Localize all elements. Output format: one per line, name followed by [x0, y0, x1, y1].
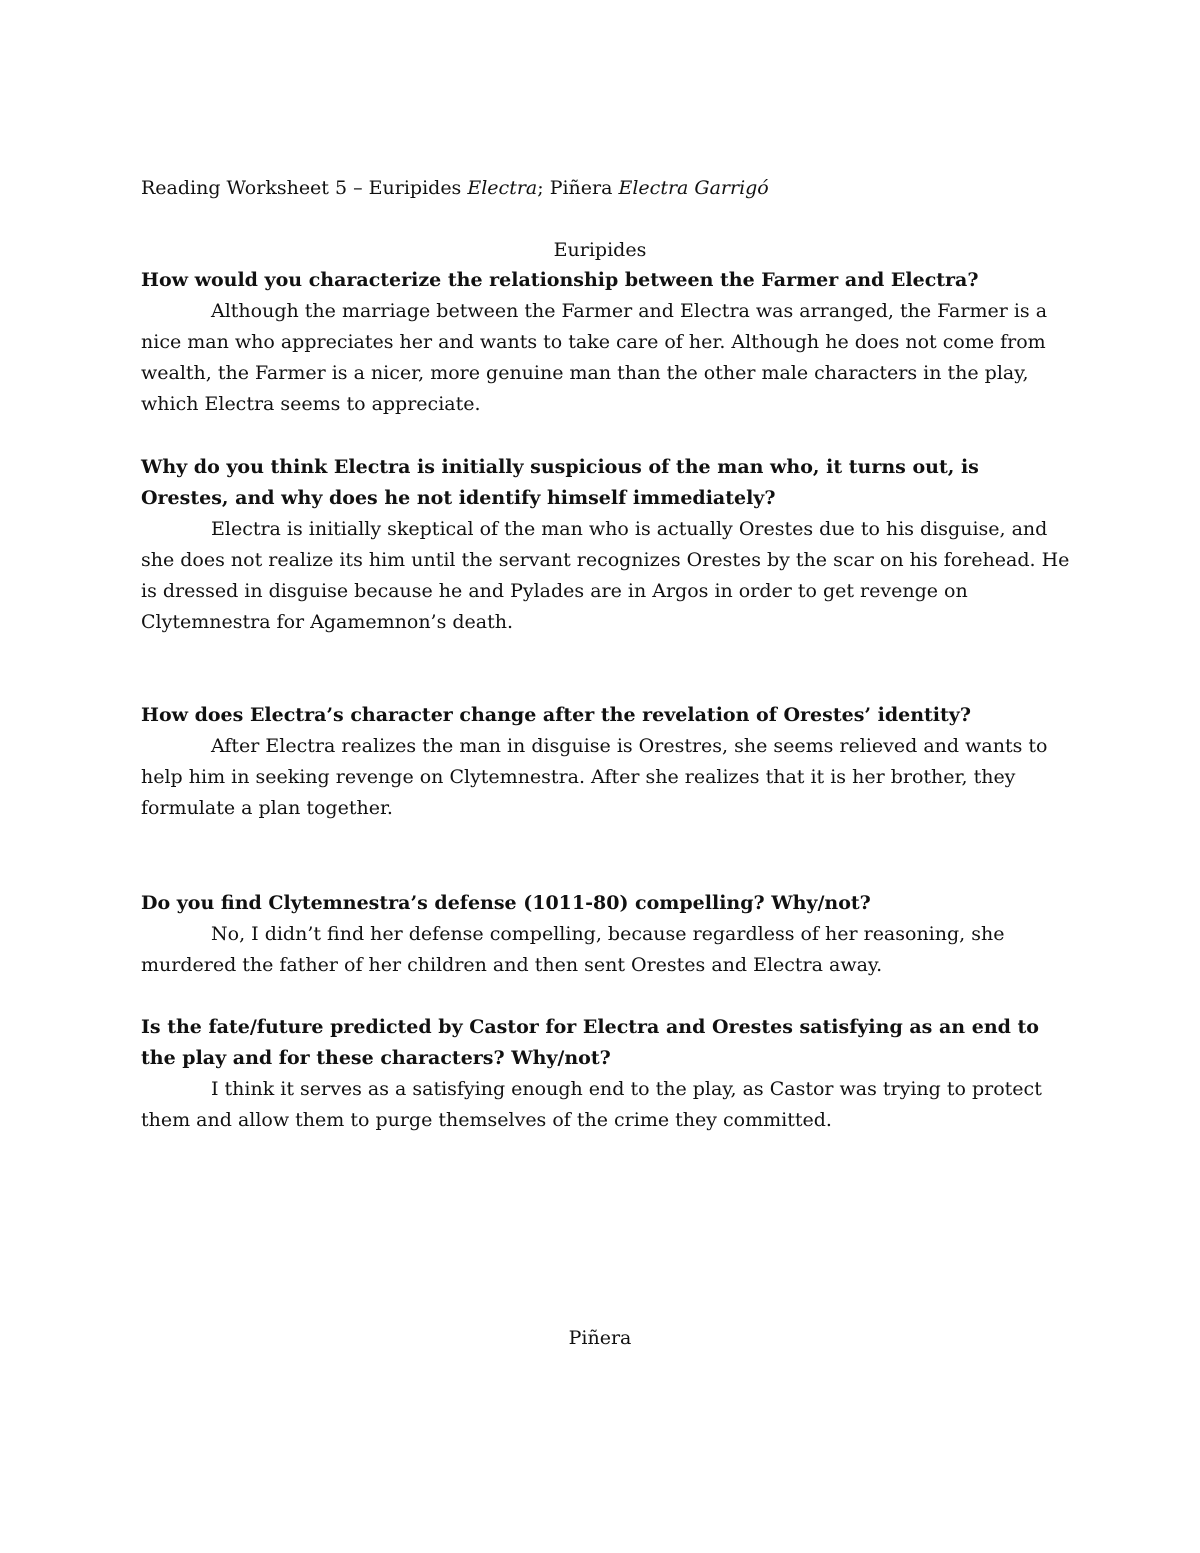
question-5: Is the fate/future predicted by Castor for Electra and Orestes satisfying as an end to the play and for these characters? Why/not?: [141, 1016, 1039, 1069]
qa-item-5: [141, 1012, 1071, 1136]
title-work-electra: Electra: [467, 177, 538, 199]
section-heading-euripides: Euripides: [553, 239, 647, 261]
question-1: How would you characterize the relationship between the Farmer and Electra?: [141, 269, 979, 291]
answer-2: Electra is initially skeptical of the man who is actually Orestes due to his disguise, and she does not realize its him until the servant recognizes Orestes by the scar on his forehead. He is dressed in disguise because he and Pylades are in Argos in order to get revenge on Clytemnestra for Agamemnon’s death.: [141, 518, 1070, 633]
title-work-electra-garrigo: Electra Garrigó: [618, 177, 769, 199]
answer-5: I think it serves as a satisfying enough end to the play, as Castor was trying to protect them and allow them to purge themselves of the crime they committed.: [141, 1078, 1042, 1131]
answer-3: After Electra realizes the man in disguise is Orestres, she seems relieved and wants to help him in seeking revenge on Clytemnestra. After she realizes that it is her brother, they formulate a plan together.: [141, 735, 1048, 819]
answer-1: Although the marriage between the Farmer and Electra was arranged, the Farmer is a nice man who appreciates her and wants to take care of her. Although he does not come from wealth, the Farmer is a nicer, more genuine man than the other male characters in the play, which Electra seems to appreciate.: [141, 300, 1048, 415]
question-2: Why do you think Electra is initially suspicious of the man who, it turns out, is Orestes, and why does he not identify himself immediately?: [141, 456, 979, 509]
question-3: How does Electra’s character change after the revelation of Orestes’ identity?: [141, 704, 971, 726]
qa-item-3: [141, 700, 1071, 824]
question-4: Do you find Clytemnestra’s defense (1011-80) compelling? Why/not?: [141, 892, 871, 914]
section-heading-pinera: Piñera: [568, 1327, 632, 1349]
title-prefix: Reading Worksheet 5 – Euripides: [141, 177, 468, 199]
document-title: [141, 174, 769, 202]
qa-item-4: [141, 888, 1071, 981]
title-separator: ; Piñera: [537, 177, 619, 199]
qa-item-1: [141, 265, 1071, 420]
qa-item-2: [141, 452, 1071, 638]
answer-4: No, I didn’t find her defense compelling, because regardless of her reasoning, she murdered the father of her children and then sent Orestes and Electra away.: [141, 923, 1005, 976]
